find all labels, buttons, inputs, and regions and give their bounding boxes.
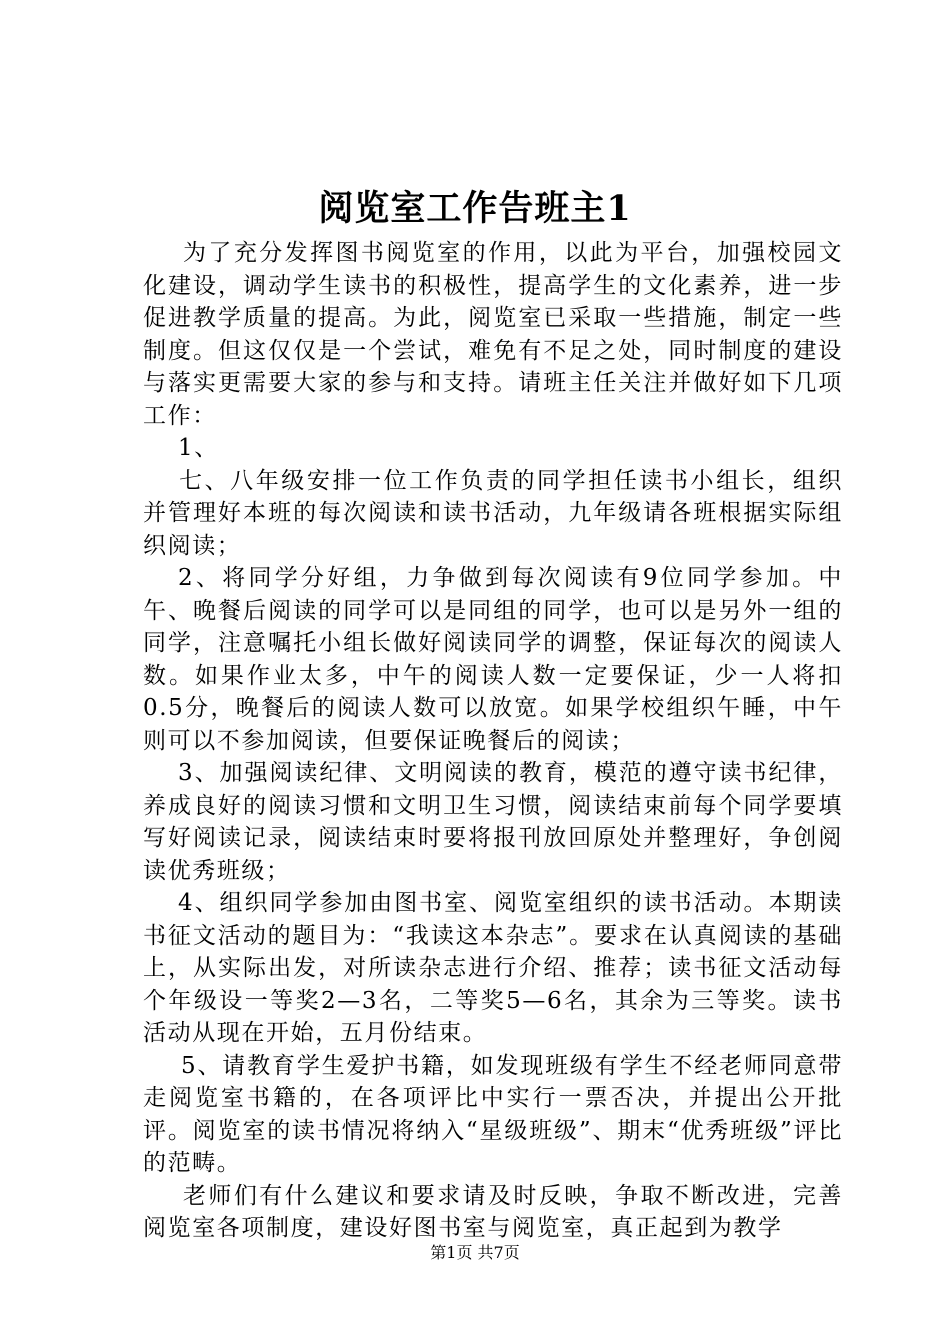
- page-footer: 第1页 共7页: [430, 1243, 520, 1262]
- paragraph-item-4: 4、组织同学参加由图书室、阅览室组织的读书活动。本期读书征文活动的题目为：“我读这本杂志”。要求在认真阅读的基础上，从实际出发，对所读杂志进行介绍、推荐；读书征文活动每个年级设一等奖2—3名，二等奖5—6名，其余为三等奖。读书活动从现在开始，五月份结束。: [143, 890, 843, 1046]
- paragraph-item-1: 七、八年级安排一位工作负责的同学担任读书小组长，组织并管理好本班的每次阅读和读书活动，九年级请各班根据实际组织阅读；: [143, 467, 843, 559]
- paragraph-item-3: 3、加强阅读纪律、文明阅读的教育，模范的遵守读书纪律，养成良好的阅读习惯和文明卫生习惯，阅读结束前每个同学要填写好阅读记录，阅读结束时要将报刊放回原处并整理好，争创阅读优秀班级；: [143, 760, 843, 884]
- paragraph-closing: 老师们有什么建议和要求请及时反映，争取不断改进，完善阅览室各项制度，建设好图书室与阅览室，真正起到为教学: [143, 1182, 843, 1241]
- document-body: [143, 237, 843, 1245]
- paragraph-item-2: 2、将同学分好组，力争做到每次阅读有9位同学参加。中午、晚餐后阅读的同学可以是同组的同学，也可以是另外一组的同学，注意嘱托小组长做好阅读同学的调整，保证每次的阅读人数。如果作业太多，中午的阅读人数一定要保证，少一人将扣0.5分，晚餐后的阅读人数可以放宽。如果学校组织午睡，中午则可以不参加阅读，但要保证晚餐后的阅读；: [143, 565, 843, 754]
- paragraph-intro: 为了充分发挥图书阅览室的作用，以此为平台，加强校园文化建设，调动学生读书的积极性，提高学生的文化素养，进一步促进教学质量的提高。为此，阅览室已采取一些措施，制定一些制度。但这仅仅是一个尝试，难免有不足之处，同时制度的建设与落实更需要大家的参与和支持。请班主任关注并做好如下几项工作：: [143, 240, 843, 429]
- paragraph-item-1-number: 1、: [178, 435, 219, 461]
- document-title: 阅览室工作告班主1: [318, 188, 632, 229]
- paragraph-item-5: 5、请教育学生爱护书籍，如发现班级有学生不经老师同意带走阅览室书籍的，在各项评比中实行一票否决，并提出公开批评。阅览室的读书情况将纳入“星级班级”、期末“优秀班级”评比的范畴。: [143, 1052, 843, 1176]
